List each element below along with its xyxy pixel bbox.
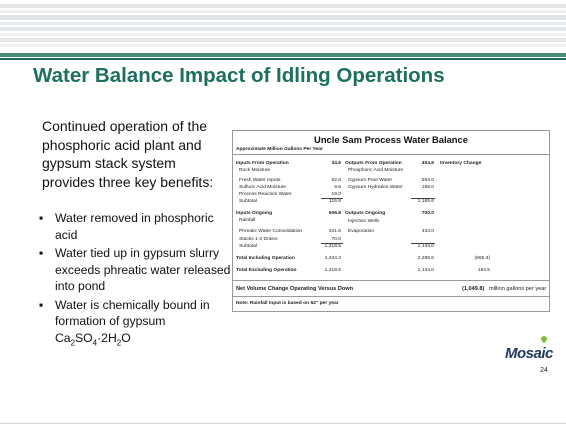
list-item xyxy=(35,210,235,243)
inputs-ongoing-label: Inputs Ongoing xyxy=(236,211,273,216)
evaporation-value: 434.0 xyxy=(421,229,434,234)
subtotal-inputs-value: 1,318.5 xyxy=(324,244,341,249)
subtotal-inputs-value: 115.8 xyxy=(329,199,341,204)
outputs-from-operation-label: Outputs From Operation xyxy=(345,161,402,166)
mosaic-logo: Mosaic xyxy=(505,345,553,362)
gypsum-pore-water-label: Gypsum Pore Water xyxy=(348,178,393,183)
bullet-icon: ▪ xyxy=(39,211,44,225)
stacks-drains-label: Stacks 1-3 Drains xyxy=(239,237,278,242)
intro-text: Continued operation of the phosphoric acid plant and gypsum stack system provides three key benefits: xyxy=(42,118,214,190)
inputs-from-operation-value: 34.6 xyxy=(331,161,341,166)
subtotal-label: Subtotal xyxy=(239,244,257,249)
footer-rule xyxy=(0,423,566,424)
injection-wells-label: Injection Wells xyxy=(348,219,380,224)
gypsum-hydration-water-value: 168.0 xyxy=(421,185,434,190)
net-change-unit: million gallons per year xyxy=(489,286,547,292)
stacks-drains-value: 70.0 xyxy=(331,237,341,242)
total-including-inputs: 1,434.3 xyxy=(324,256,341,261)
divider xyxy=(233,280,549,281)
rock-moisture-label: Rock Moisture xyxy=(239,168,271,173)
benefits-list xyxy=(35,210,235,353)
bullet-icon: ▪ xyxy=(39,246,44,260)
outputs-ongoing-value: 700.0 xyxy=(421,211,434,216)
evaporation-label: Evaporation xyxy=(348,229,375,234)
bullet-text: Water removed in phosphoric acid xyxy=(55,211,214,242)
divider xyxy=(233,296,549,297)
list-item xyxy=(35,297,235,352)
net-change-value: (1,049.8) xyxy=(462,286,485,292)
gypsum-pore-water-value: 593.0 xyxy=(421,178,434,183)
list-item xyxy=(35,245,235,295)
top-stripe-decoration xyxy=(0,0,566,66)
page-title: Water Balance Impact of Idling Operations xyxy=(33,64,445,87)
total-including-change: (865.3) xyxy=(474,256,490,261)
process-reaction-water-value: 19.0 xyxy=(331,192,341,197)
rainfall-label: Rainfall xyxy=(239,218,256,223)
phosphoric-acid-moisture-label: Phosphoric Acid Moisture xyxy=(348,168,404,173)
logo-drop-icon xyxy=(540,335,548,343)
subtotal-outputs-value: 1,165.6 xyxy=(417,199,434,204)
subtotal-label: Subtotal xyxy=(239,199,257,204)
inputs-from-operation-label: Inputs From Operation xyxy=(236,161,289,166)
total-excluding-inputs: 1,318.5 xyxy=(324,268,341,273)
sulfuric-acid-moisture-label: Sulfuric Acid Moisture xyxy=(239,185,287,190)
total-including-outputs: 2,299.6 xyxy=(417,256,434,261)
total-excluding-change: 184.5 xyxy=(477,268,490,273)
table-title: Uncle Sam Process Water Balance xyxy=(314,134,468,145)
outputs-from-operation-value: 404.6 xyxy=(421,161,434,166)
divider xyxy=(233,154,549,155)
phreatic-water-value: 341.6 xyxy=(328,229,341,234)
bullet-text: Water is chemically bound in formation of gypsum xyxy=(55,297,210,328)
table-subtitle: Approximate Million Gallons Per Year xyxy=(236,147,323,152)
phreatic-water-label: Phreatic Water Consolidation xyxy=(239,229,303,234)
net-change-label: Net Volume Change Operating Versus Down xyxy=(236,286,354,292)
outputs-ongoing-label: Outputs Ongoing xyxy=(345,211,386,216)
gypsum-formula: $Ca_2SO_4\cdot 2H_2O$ xyxy=(55,330,131,347)
table-note: Note: Rainfall Input is based on 62" per year xyxy=(236,301,339,306)
process-reaction-water-label: Process Reaction Water xyxy=(239,192,292,197)
inputs-ongoing-value: 506.8 xyxy=(328,211,341,216)
sulfuric-acid-moisture-value: 9.6 xyxy=(334,185,341,190)
subtotal-outputs-value: 1,134.0 xyxy=(417,244,434,249)
total-including-label: Total Including Operation xyxy=(236,256,295,261)
page-number: 24 xyxy=(540,367,548,374)
bullet-text: Water tied up in gypsum slurry exceeds phreatic water released into pond xyxy=(55,246,231,293)
water-balance-table xyxy=(232,130,550,312)
fresh-water-inputs-label: Fresh Water Inputs xyxy=(239,178,281,183)
inventory-change-header: Inventory Change xyxy=(440,161,482,166)
total-excluding-outputs: 1,134.0 xyxy=(417,268,434,273)
bullet-icon: ▪ xyxy=(39,297,44,312)
gypsum-hydration-water-label: Gypsum Hydration Water xyxy=(348,185,403,190)
total-excluding-label: Total Excluding Operation xyxy=(236,268,297,273)
fresh-water-inputs-value: 52.6 xyxy=(331,178,341,183)
